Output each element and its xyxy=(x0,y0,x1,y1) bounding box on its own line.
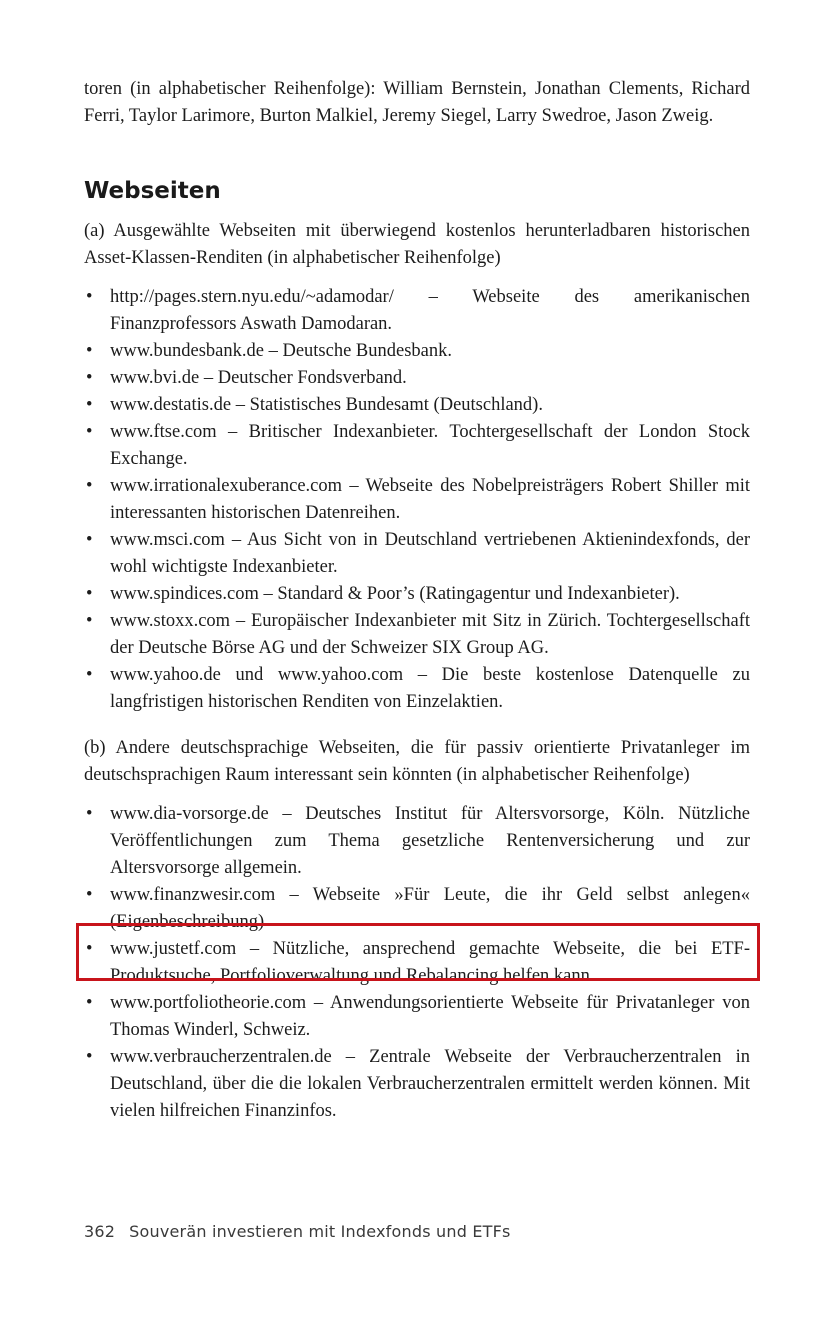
list-item-text: www.justetf.com – Nützliche, ansprechend gemachte Webseite, die bei ETF-Produktsuche, Portfolioverwaltung und Rebalancing helfen kann. xyxy=(110,939,750,986)
list-item xyxy=(84,284,750,338)
bullet-icon: • xyxy=(86,611,93,631)
bullet-icon: • xyxy=(86,395,93,415)
intro-paragraph: toren (in alphabetischer Reihenfolge): William Bernstein, Jonathan Clements, Richard Ferri, Taylor Larimore, Burton Malkiel, Jeremy Siegel, Larry Swedroe, Jason Zweig. xyxy=(84,79,750,126)
list-item xyxy=(84,338,750,365)
bullet-icon: • xyxy=(86,1047,93,1067)
bullet-icon: • xyxy=(86,885,93,905)
section-heading: Webseiten xyxy=(84,178,221,204)
list-item xyxy=(84,1044,750,1125)
part-b-intro: (b) Andere deutschsprachige Webseiten, die für passiv orientierte Privatanleger im deutschsprachigen Raum interessant sein könnten (in alphabetischer Reihenfolge) xyxy=(84,738,750,785)
part-a-list xyxy=(84,284,750,716)
list-item-text: www.finanzwesir.com – Webseite »Für Leute, die ihr Geld selbst anlegen« (Eigenbeschreibung) xyxy=(110,885,750,932)
list-item xyxy=(84,936,750,990)
spacer xyxy=(84,716,750,735)
bullet-icon: • xyxy=(86,368,93,388)
bullet-icon: • xyxy=(86,939,93,959)
list-item-text: www.bvi.de – Deutscher Fondsverband. xyxy=(110,368,407,388)
list-item xyxy=(84,990,750,1044)
list-item-text: www.stoxx.com – Europäischer Indexanbieter mit Sitz in Zürich. Tochtergesellschaft der Deutsche Börse AG und der Schweizer SIX Group AG. xyxy=(110,611,750,658)
bullet-icon: • xyxy=(86,341,93,361)
list-item-text: www.portfoliotheorie.com – Anwendungsorientierte Webseite für Privatanleger von Thomas Winderl, Schweiz. xyxy=(110,993,750,1040)
list-item-highlighted xyxy=(84,882,750,936)
bullet-icon: • xyxy=(86,804,93,824)
list-item-text: www.verbraucherzentralen.de – Zentrale Webseite der Verbraucherzentralen in Deutschland, über die die lokalen Verbraucherzentralen ermittelt werden können. Mit vielen hilfreichen Finanzinfos. xyxy=(110,1047,750,1121)
page-body xyxy=(84,76,750,1125)
page-number: 362 xyxy=(84,1222,116,1241)
list-item xyxy=(84,662,750,716)
list-item-text: www.destatis.de – Statistisches Bundesamt (Deutschland). xyxy=(110,395,543,415)
list-item-text: www.dia-vorsorge.de – Deutsches Institut für Altersvorsorge, Köln. Nützliche Veröffentlichungen zum Thema gesetzliche Rentenversicherung und zur Altersvorsorge allgemein. xyxy=(110,804,750,878)
list-item xyxy=(84,527,750,581)
list-item-text: www.irrationalexuberance.com – Webseite des Nobelpreisträgers Robert Shiller mit interessanten historischen Datenreihen. xyxy=(110,476,750,523)
list-item xyxy=(84,581,750,608)
book-title: Souverän investieren mit Indexfonds und ETFs xyxy=(129,1222,511,1241)
bullet-icon: • xyxy=(86,287,93,307)
list-item xyxy=(84,365,750,392)
list-item-text: www.ftse.com – Britischer Indexanbieter. Tochtergesellschaft der London Stock Exchange. xyxy=(110,422,750,469)
list-item xyxy=(84,392,750,419)
bullet-icon: • xyxy=(86,530,93,550)
list-item-text: www.msci.com – Aus Sicht von in Deutschland vertriebenen Aktienindexfonds, der wohl wichtigste Indexanbieter. xyxy=(110,530,750,577)
part-b-list xyxy=(84,801,750,1125)
bullet-icon: • xyxy=(86,993,93,1013)
bullet-icon: • xyxy=(86,584,93,604)
bullet-icon: • xyxy=(86,422,93,442)
list-item-text: http://pages.stern.nyu.edu/~adamodar/ – Webseite des amerikanischen Finanzprofessors Aswath Damodaran. xyxy=(110,287,750,334)
list-item xyxy=(84,801,750,882)
bullet-icon: • xyxy=(86,476,93,496)
list-item xyxy=(84,419,750,473)
list-item-text: www.bundesbank.de – Deutsche Bundesbank. xyxy=(110,341,453,361)
list-item-text: www.spindices.com – Standard & Poor’s (Ratingagentur und Indexanbieter). xyxy=(110,584,680,604)
list-item xyxy=(84,473,750,527)
page-footer xyxy=(84,1222,511,1241)
list-item xyxy=(84,608,750,662)
list-item-text: www.yahoo.de und www.yahoo.com – Die beste kostenlose Datenquelle zu langfristigen historischen Renditen von Einzelaktien. xyxy=(110,665,750,712)
bullet-icon: • xyxy=(86,665,93,685)
part-a-intro: (a) Ausgewählte Webseiten mit überwiegend kostenlos herunterladbaren historischen Asset-Klassen-Renditen (in alphabetischer Reihenfolge) xyxy=(84,221,750,268)
